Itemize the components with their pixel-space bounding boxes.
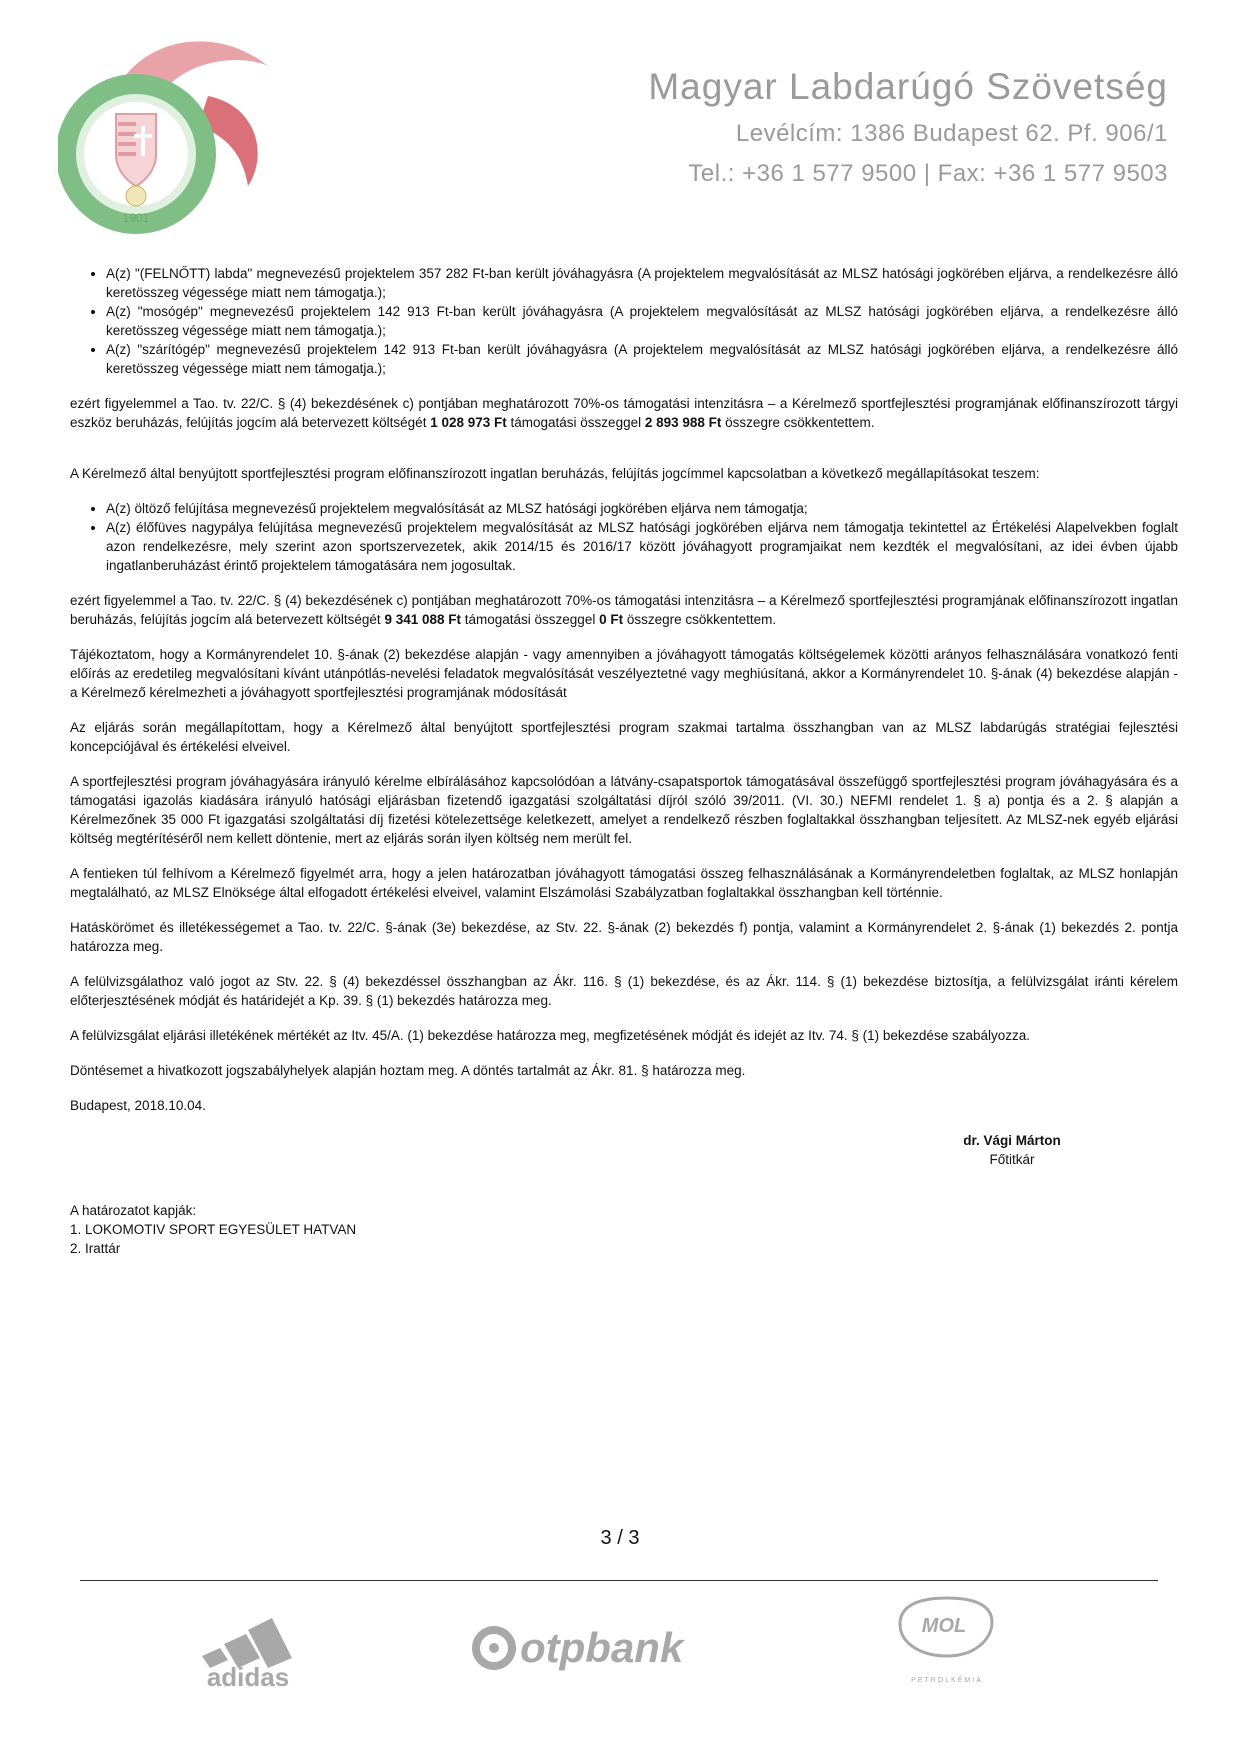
paragraph-information: Tájékoztatom, hogy a Kormányrendelet 10. §-ának (2) bekezdése alapján - vagy amennyiben a jóváhagyott támogatás költségelemek közötti arányos felhasználására vonatkozó fenti előírás az eredetileg megvalósítani kívánt utánpótlás-nevelési feladatok megvalósítását veszélyeztetné vagy meghiúsítaná, akkor a Kormányrendelet 10. §-ának (4) bekezdése alapján - a Kérelmező kérelmezheti a jóváhagyott sportfejlesztési programjának módosítását bbox=[70, 647, 1178, 700]
paragraph-notice: A fentieken túl felhívom a Kérelmező figyelmét arra, hogy a jelen határozatban jóváhagyott támogatási összeg felhasználásának a Kormányrendeletben foglaltak, az MLSZ honlapján megtalálható, az MLSZ Elnöksége által elfogadott értékelési elveivel, valamint Elszámolási Szabályzatban foglaltakkal összhangban kell történnie. bbox=[70, 866, 1178, 900]
paragraph-review-right: A felülvizsgálathoz való jogot az Stv. 22. § (4) bekezdéssel összhangban az Ákr. 116. § (1) bekezdése, és az Ákr. 114. § (1) bekezdése biztosítja, a felülvizsgálat iránti kérelem előterjesztésének módját és határidejét a Kp. 39. § (1) bekezdés határozza meg. bbox=[70, 974, 1178, 1008]
paragraph-review-fee: A felülvizsgálat eljárási illetékének mértékét az Itv. 45/A. (1) bekezdése határozza meg, megfizetésének módját és idejét az Itv. 74. § (1) bekezdése szabályozza. bbox=[70, 1028, 1030, 1043]
list-item: • A(z) "mosógép" megnevezésű projektelem 142 913 Ft-ban került jóváhagyásra (A projektelem megvalósítását az MLSZ hatósági jogkörében eljárva, a rendelkezésre álló keretösszeg végessége miatt nem támogatja.); bbox=[106, 302, 1178, 340]
organization-contact: Tel.: +36 1 577 9500 | Fax: +36 1 577 9503 bbox=[688, 160, 1168, 187]
paragraph-findings: Az eljárás során megállapítottam, hogy a Kérelmező által benyújtott sportfejlesztési program szakmai tartalma összhangban van az MLSZ labdarúgás stratégiai fejlesztési koncepciójával és értékelési elveivel. bbox=[70, 720, 1178, 754]
paragraph-reduction-assets: ezért figyelemmel a Tao. tv. 22/C. § (4) bekezdésének c) pontjában meghatározott 70%-os támogatási intenzitásra – a Kérelmező sportfejlesztési programjának előfinanszírozott tárgyi eszköz beruházás, felújítás jogcím alá betervezett költségét 1 028 973 Ft támogatási összeggel 2 893 988 Ft összegre csökkentettem. bbox=[70, 396, 1178, 430]
list-item: • A(z) "szárítógép" megnevezésű projektelem 142 913 Ft-ban került jóváhagyásra (A projektelem megvalósítását az MLSZ hatósági jogkörében eljárva, a rendelkezésre álló keretösszeg végessége miatt nem támogatja.); bbox=[106, 340, 1178, 378]
recipients-heading: A határozatot kapják: bbox=[70, 1203, 197, 1218]
project-list-1 bbox=[70, 264, 1178, 378]
recipients-block bbox=[70, 1201, 1178, 1258]
svg-text:1901: 1901 bbox=[122, 211, 150, 225]
project-list-2 bbox=[70, 499, 1178, 575]
svg-text:MOL: MOL bbox=[921, 1615, 967, 1637]
footer-divider bbox=[80, 1580, 1158, 1581]
paragraph-reduction-real-estate: ezért figyelemmel a Tao. tv. 22/C. § (4) bekezdésének c) pontjában meghatározott 70%-os támogatási intenzitásra – a Kérelmező sportfejlesztési programjának előfinanszírozott ingatlan beruházás, felújítás jogcím alá betervezett költségét 9 341 088 Ft támogatási összeggel 0 Ft összegre csökkentettem. bbox=[70, 593, 1178, 627]
mol-logo bbox=[892, 1594, 1002, 1690]
recipient-item: 2. Irattár bbox=[70, 1241, 121, 1256]
mlsz-logo bbox=[58, 26, 288, 236]
paragraph-real-estate-intro: A Kérelmező által benyújtott sportfejlesztési program előfinanszírozott ingatlan beruházás, felújítás jogcímmel kapcsolatban a következő megállapításokat teszem: bbox=[70, 466, 1040, 481]
paragraph-decision-basis: Döntésemet a hivatkozott jogszabályhelyek alapján hoztam meg. A döntés tartalmát az Ákr. 81. § határozza meg. bbox=[70, 1063, 746, 1078]
svg-text:PETROLKÉMIA: PETROLKÉMIA bbox=[911, 1677, 983, 1684]
paragraph-fees: A sportfejlesztési program jóváhagyására irányuló kérelme elbírálásához kapcsolódóan a látvány-csapatsportok támogatásával összefüggő sportfejlesztési program jóváhagyására és a támogatási igazolás kiadására irányuló hatósági eljárásban fizetendő igazgatási szolgáltatási díjról szóló 39/2011. (VI. 30.) NEFMI rendelet 1. § a) pontja és a 2. § alapján a Kérelmezőnek 35 000 Ft igazgatási szolgáltatási díj fizetési kötelezettsége keletkezett, amelyet a rendelkező részben foglaltakkal összhangban teljesített. Az MLSZ-nek egyéb eljárási költség megtérítéséről nem kellett döntenie, mert az eljárás során ilyen költség nem merült fel. bbox=[70, 774, 1178, 846]
organization-address: Levélcím: 1386 Budapest 62. Pf. 906/1 bbox=[735, 120, 1168, 147]
list-item: • A(z) "(FELNŐTT) labda" megnevezésű projektelem 357 282 Ft-ban került jóváhagyásra (A projektelem megvalósítását az MLSZ hatósági jogkörében eljárva, a rendelkezésre álló keretösszeg végessége miatt nem támogatja.); bbox=[106, 264, 1178, 302]
page-number: 3 / 3 bbox=[600, 1527, 640, 1549]
otpbank-logo bbox=[470, 1616, 710, 1676]
list-item: • A(z) öltöző felújítása megnevezésű projektelem megvalósítását az MLSZ hatósági jogkörében eljárva nem támogatja; bbox=[106, 499, 1178, 518]
svg-text:otpbank: otpbank bbox=[520, 1624, 684, 1671]
svg-text:adidas: adidas bbox=[206, 1662, 290, 1690]
organization-name: Magyar Labdarúgó Szövetség bbox=[648, 66, 1168, 107]
date-line: Budapest, 2018.10.04. bbox=[70, 1098, 206, 1113]
signature-block bbox=[912, 1131, 1112, 1169]
adidas-logo bbox=[188, 1600, 308, 1690]
document-body bbox=[70, 264, 1178, 1258]
paragraph-competence: Hatáskörömet és illetékességemet a Tao. tv. 22/C. §-ának (3e) bekezdése, az Stv. 22. §-ának (2) bekezdés f) pontja, valamint a Kormányrendelet 2. §-ának (1) bekezdés 2. pontja határozza meg. bbox=[70, 920, 1178, 954]
signatory-name: dr. Vági Márton bbox=[963, 1133, 1061, 1148]
recipient-item: 1. LOKOMOTIV SPORT EGYESÜLET HATVAN bbox=[70, 1222, 357, 1237]
list-item: • A(z) élőfüves nagypálya felújítása megnevezésű projektelem megvalósítását az MLSZ hatósági jogkörében eljárva nem támogatja tekintettel az Értékelési Alapelvekben foglalt azon rendelkezésre, mely szerint azon sportszervezetek, akik 2014/15 és 2016/17 között jóváhagyott programjaikat nem kezdték el megvalósítani, az idei évben újabb ingatlanberuházást érintő projektelem támogatására nem jogosultak. bbox=[106, 518, 1178, 575]
signatory-title: Főtitkár bbox=[989, 1152, 1035, 1167]
